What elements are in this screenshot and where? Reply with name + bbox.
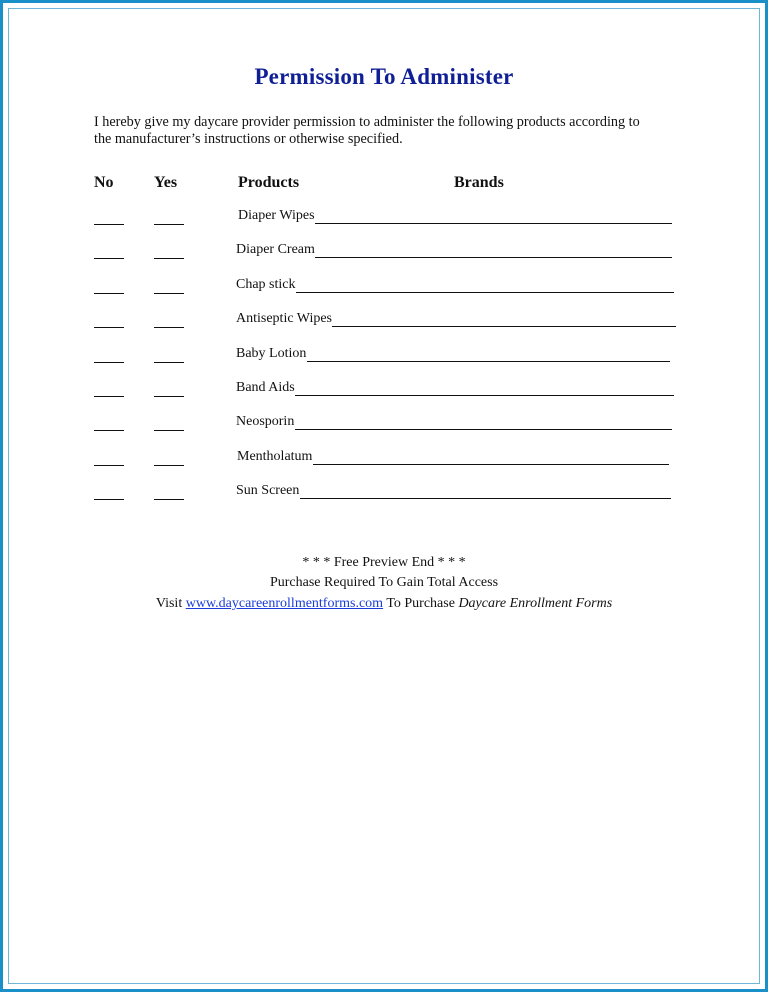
brand-input-line[interactable] [315,257,672,258]
yes-checkbox-blank[interactable] [154,362,184,363]
yes-checkbox-blank[interactable] [154,327,184,328]
brand-input-line[interactable] [295,429,672,430]
brand-input-line[interactable] [300,498,671,499]
product-label: Diaper Wipes [238,208,315,223]
intro-text [94,114,684,148]
yes-checkbox-blank[interactable] [154,293,184,294]
yes-checkbox-blank[interactable] [154,499,184,500]
column-header-no: No [94,174,114,191]
product-label: Neosporin [236,414,295,429]
footer-visit-middle: To Purchase [383,596,459,611]
footer-visit-line [0,596,768,612]
yes-checkbox-blank[interactable] [154,224,184,225]
product-label: Antiseptic Wipes [236,311,332,326]
no-checkbox-blank[interactable] [94,293,124,294]
column-header-yes: Yes [154,174,178,191]
no-checkbox-blank[interactable] [94,465,124,466]
yes-checkbox-blank[interactable] [154,258,184,259]
brand-input-line[interactable] [295,395,674,396]
footer-product-name: Daycare Enrollment Forms [458,596,613,611]
product-label: Diaper Cream [236,242,315,257]
intro-line-2: the manufacturer’s instructions or otherwise specified. [94,131,403,147]
page-title: Permission To Administer [254,64,514,89]
brand-input-line[interactable] [313,464,669,465]
no-checkbox-blank[interactable] [94,362,124,363]
footer-visit-prefix: Visit [155,596,186,611]
product-label: Chap stick [236,277,296,292]
column-header-products: Products [238,174,300,191]
no-checkbox-blank[interactable] [94,396,124,397]
no-checkbox-blank[interactable] [94,327,124,328]
no-checkbox-blank[interactable] [94,430,124,431]
footer-preview-end: * * * Free Preview End * * * [302,555,466,570]
yes-checkbox-blank[interactable] [154,465,184,466]
product-label: Baby Lotion [236,346,307,361]
no-checkbox-blank[interactable] [94,258,124,259]
product-label: Mentholatum [237,449,313,464]
page-inner-border [8,8,760,984]
intro-line-1: I hereby give my daycare provider permission to administer the following products according to [94,114,640,130]
brand-input-line[interactable] [315,223,672,224]
website-link[interactable]: www.daycareenrollmentforms.com [185,596,384,611]
footer-purchase-required: Purchase Required To Gain Total Access [269,575,499,590]
product-label: Band Aids [236,380,295,395]
brand-input-line[interactable] [332,326,676,327]
no-checkbox-blank[interactable] [94,224,124,225]
yes-checkbox-blank[interactable] [154,396,184,397]
column-header-brands: Brands [454,174,504,191]
yes-checkbox-blank[interactable] [154,430,184,431]
brand-input-line[interactable] [307,361,670,362]
brand-input-line[interactable] [296,292,674,293]
product-label: Sun Screen [236,483,300,498]
no-checkbox-blank[interactable] [94,499,124,500]
